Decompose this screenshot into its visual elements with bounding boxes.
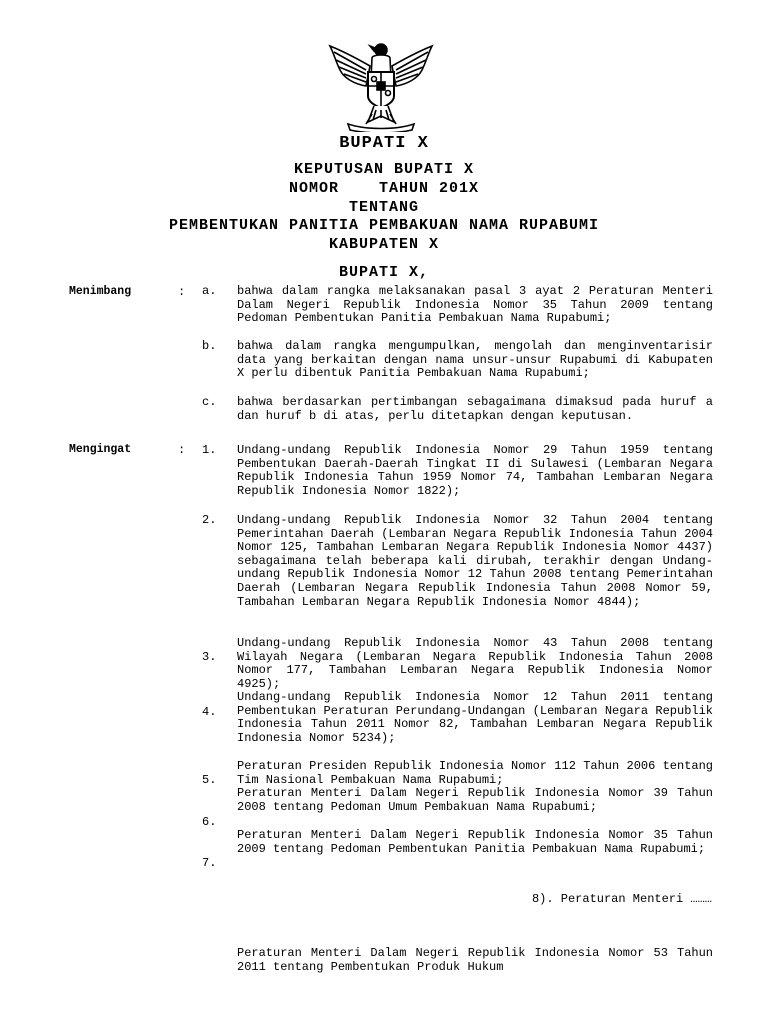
- item-number: c.: [202, 395, 217, 409]
- garuda-emblem-icon: [326, 40, 436, 132]
- item-number: b.: [202, 339, 217, 353]
- decree-number: NOMOR TAHUN 201X: [288, 180, 480, 197]
- mengingat-label: Mengingat: [69, 443, 132, 456]
- mengingat-number-7: 7.: [202, 856, 217, 870]
- item-number: 2.: [202, 513, 217, 527]
- mengingat-text-3: Undang-undang Republik Indonesia Nomor 43 Tahun 2008 tentang Wilayah Negara (Lembaran Negara Republik Indonesia Tahun 2008 Nomor 177, Tambahan Lembaran Negara Republik Indonesia Nomor 4925);: [237, 636, 713, 691]
- item-text: Undang-undang Republik Indonesia Nomor 32 Tahun 2004 tentang Pemerintahan Daerah (Lembaran Negara Republik Indonesia Tahun 2004 Nomor 125, Tambahan Lembaran Negara Republik Indonesia Nomor 4437) sebagaimana telah beberapa kali dirubah, terakhir dengan Undang-undang Republik Indonesia Nomor 12 Tahun 2008 tentang Pemerintahan Daerah (Lembaran Negara Republik Indonesia Tahun 2008 Nomor 59, Tambahan Lembaran Negara Republik Indonesia Nomor 4844);: [237, 513, 713, 609]
- mengingat-number-4: 4.: [202, 705, 217, 719]
- mengingat-number-3: 3.: [202, 650, 217, 664]
- mengingat-item-2: [202, 514, 713, 609]
- regent-heading: BUPATI X: [339, 134, 429, 153]
- regent-address: BUPATI X,: [338, 264, 429, 281]
- about-heading: TENTANG: [348, 199, 419, 216]
- item-number: a.: [202, 284, 217, 298]
- subject-line-2: KABUPATEN X: [328, 236, 440, 253]
- mengingat-number-6: 6.: [202, 815, 217, 829]
- next-page-marker: 8). Peraturan Menteri ………: [531, 892, 712, 906]
- mengingat-text-4: Undang-undang Republik Indonesia Nomor 12 Tahun 2011 tentang Pembentukan Peraturan Perundang-Undangan (Lembaran Negara Republik Indonesia Tahun 2011 Nomor 82, Tambahan Lembaran Negara Republik Indonesia Nomor 5234);: [237, 690, 713, 745]
- item-text: bahwa berdasarkan pertimbangan sebagaimana dimaksud pada huruf a dan huruf b di atas, perlu ditetapkan dengan keputusan.: [237, 395, 713, 423]
- item-text: bahwa dalam rangka melaksanakan pasal 3 ayat 2 Peraturan Menteri Dalam Negeri Republik Indonesia Nomor 35 Tahun 2009 tentang Pedoman Pembentukan Panitia Pembakuan Nama Rupabumi;: [237, 284, 713, 326]
- menimbang-colon: :: [178, 285, 186, 299]
- mengingat-number-5: 5.: [202, 773, 217, 787]
- mengingat-colon: :: [178, 443, 186, 457]
- menimbang-item-b: [202, 340, 713, 381]
- item-number: 1.: [202, 443, 217, 457]
- menimbang-item-a: [202, 285, 713, 326]
- decree-title: KEPUTUSAN BUPATI X: [293, 161, 475, 178]
- item-text: bahwa dalam rangka mengumpulkan, mengolah dan menginventarisir data yang berkaitan dengan nama unsur-unsur Rupabumi di Kabupaten X perlu dibentuk Panitia Pembakuan Nama Rupabumi;: [237, 339, 713, 381]
- menimbang-label: Menimbang: [69, 285, 132, 298]
- mengingat-item-1: [202, 444, 713, 498]
- mengingat-text-6: Peraturan Menteri Dalam Negeri Republik Indonesia Nomor 39 Tahun 2008 tentang Pedoman Umum Pembakuan Nama Rupabumi;: [237, 786, 713, 814]
- mengingat-text-7: Peraturan Menteri Dalam Negeri Republik Indonesia Nomor 35 Tahun 2009 tentang Pedoman Pembentukan Panitia Pembakuan Nama Rupabumi;: [237, 828, 713, 856]
- mengingat-text-5: Peraturan Presiden Republik Indonesia Nomor 112 Tahun 2006 tentang Tim Nasional Pembakuan Nama Rupabumi;: [237, 759, 713, 787]
- menimbang-item-c: [202, 396, 713, 423]
- subject-line-1: PEMBENTUKAN PANITIA PEMBAKUAN NAMA RUPABUMI: [168, 217, 600, 234]
- item-text: Undang-undang Republik Indonesia Nomor 29 Tahun 1959 tentang Pembentukan Daerah-Daerah Tingkat II di Sulawesi (Lembaran Negara Republik Indonesia Tahun 1959 Nomor 74, Tambahan Lembaran Negara Republik Indonesia Nomor 1822);: [237, 443, 713, 498]
- bottom-continuation-text: Peraturan Menteri Dalam Negeri Republik Indonesia Nomor 53 Tahun 2011 tentang Pembentukan Produk Hukum: [237, 946, 713, 974]
